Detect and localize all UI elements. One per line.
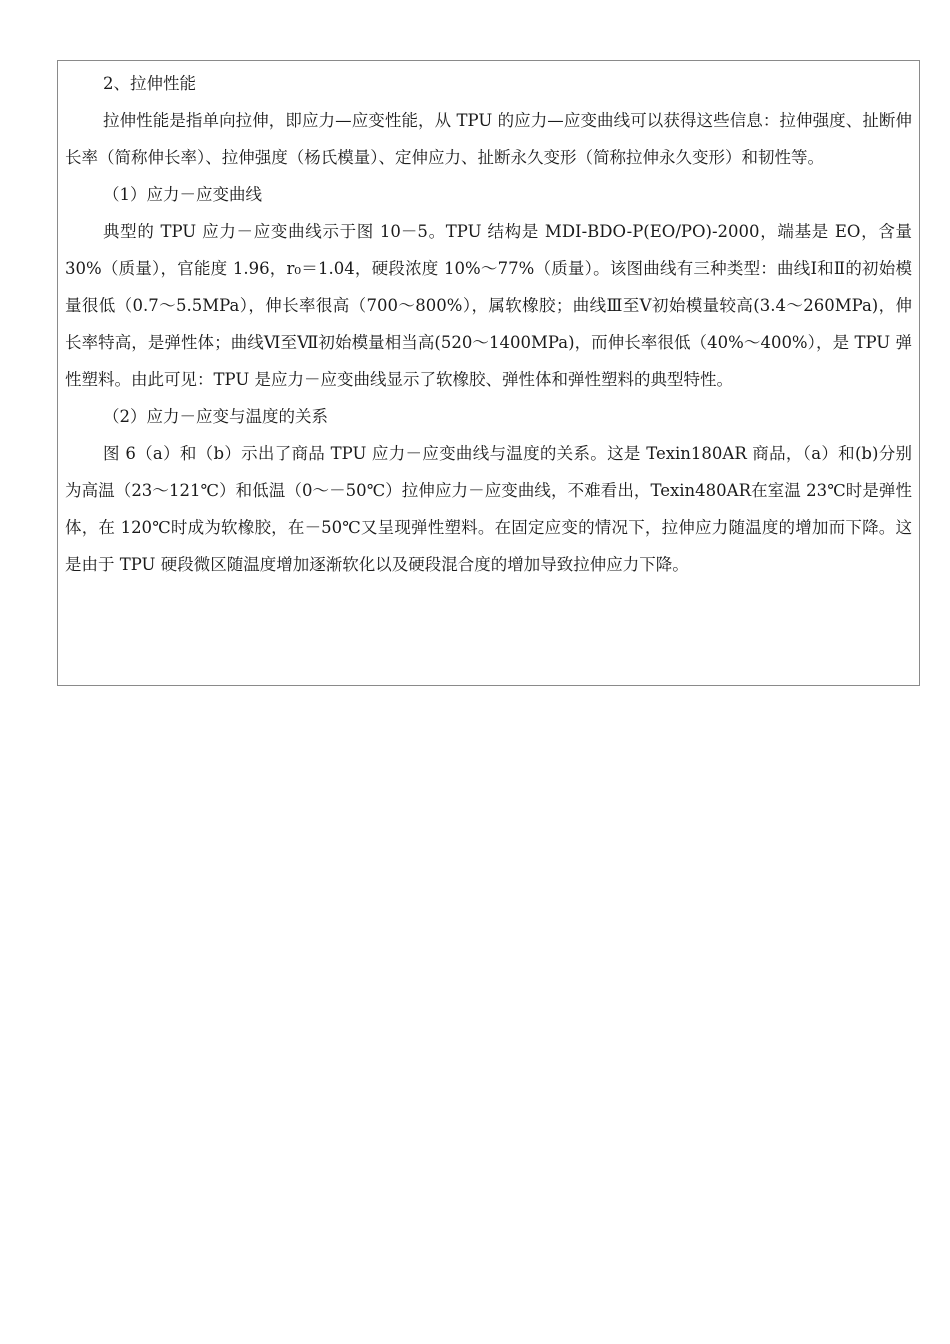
subsection-1-heading: （1）应力－应变曲线	[103, 185, 262, 204]
subsection-2-heading: （2）应力－应变与温度的关系	[103, 407, 328, 426]
subsection-2-paragraph: 图 6（a）和（b）示出了商品 TPU 应力－应变曲线与温度的关系。这是 Texin180AR 商品，（a）和(b)分别为高温（23～121℃）和低温（0～－50℃）拉伸应力－应变曲线，不难看出，Texin480AR在室温 23℃时是弹性体，在 120℃时成为软橡胶，在－50℃又呈现弹性塑料。在固定应变的情况下，拉伸应力随温度的增加而下降。这是由于 TPU 硬段微区随温度增加逐渐软化以及硬段混合度的增加导致拉伸应力下降。	[65, 444, 912, 574]
document-body	[65, 65, 912, 583]
subsection-1-paragraph: 典型的 TPU 应力－应变曲线示于图 10－5。TPU 结构是 MDI-BDO-P(EO/PO)-2000，端基是 EO，含量 30%（质量），官能度 1.96，r₀＝1.04，硬段浓度 10%～77%（质量）。该图曲线有三种类型：曲线Ⅰ和Ⅱ的初始模量很低（0.7～5.5MPa），伸长率很高（700～800%），属软橡胶；曲线Ⅲ至Ⅴ初始模量较高(3.4～260MPa)，伸长率特高，是弹性体；曲线Ⅵ至Ⅶ初始模量相当高(520～1400MPa)，而伸长率很低（40%～400%），是 TPU 弹性塑料。由此可见：TPU 是应力－应变曲线显示了软橡胶、弹性体和弹性塑料的典型特性。	[65, 222, 912, 389]
document-text-box	[57, 60, 920, 686]
section-heading: 2、拉伸性能	[103, 74, 196, 93]
intro-paragraph: 拉伸性能是指单向拉伸，即应力—应变性能，从 TPU 的应力—应变曲线可以获得这些信息：拉伸强度、扯断伸长率（简称伸长率）、拉伸强度（杨氏模量）、定伸应力、扯断永久变形（简称拉伸永久变形）和韧性等。	[65, 111, 912, 167]
